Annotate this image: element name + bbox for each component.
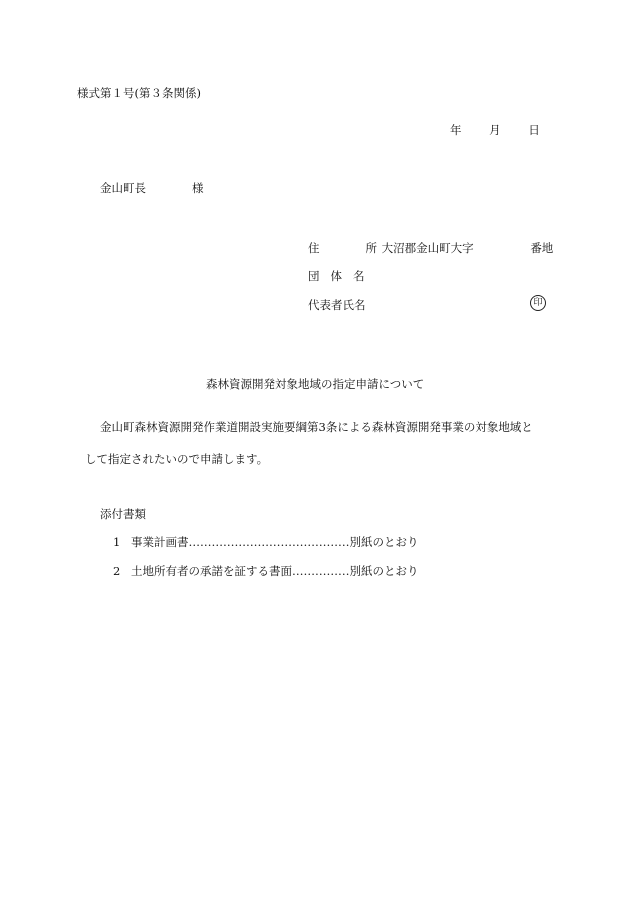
- addressee-honorific: 様: [192, 181, 204, 195]
- addressee-name: 金山町長: [100, 181, 146, 195]
- addressee: [100, 180, 204, 196]
- seal-mark: 印: [530, 295, 546, 311]
- address-label: 住 所: [308, 241, 377, 255]
- applicant-org-row: [308, 268, 365, 284]
- body-text-line-1: 金山町森林資源開発作業道開設実施要綱第3条による森林資源開発事業の対象地域と: [100, 420, 533, 434]
- applicant-representative-row: [308, 297, 366, 313]
- attachments-heading: 添付書類: [100, 507, 146, 521]
- attachment-item: [113, 534, 419, 550]
- form-number: 様式第１号(第３条関係): [77, 86, 201, 100]
- document-title: 森林資源開発対象地域の指定申請について: [206, 377, 425, 391]
- applicant-address-row: [308, 240, 553, 256]
- address-value: 大沼郡金山町大字: [381, 241, 474, 255]
- attachment-number: 1: [113, 535, 121, 549]
- attachment-text: 事業計画書……………………………………別紙のとおり: [131, 535, 419, 549]
- attachment-item: [113, 563, 419, 579]
- date-day: 日: [528, 123, 540, 137]
- date-line: [450, 122, 540, 138]
- address-suffix: 番地: [530, 241, 554, 255]
- attachment-number: 2: [113, 564, 121, 578]
- date-year: 年: [450, 123, 462, 137]
- org-name-label: 団 体 名: [308, 269, 365, 283]
- body-text-line-2: して指定されたいので申請します。: [85, 452, 269, 466]
- date-month: 月: [489, 123, 501, 137]
- attachment-text: 土地所有者の承諾を証する書面……………別紙のとおり: [131, 564, 419, 578]
- representative-label: 代表者氏名: [308, 298, 366, 312]
